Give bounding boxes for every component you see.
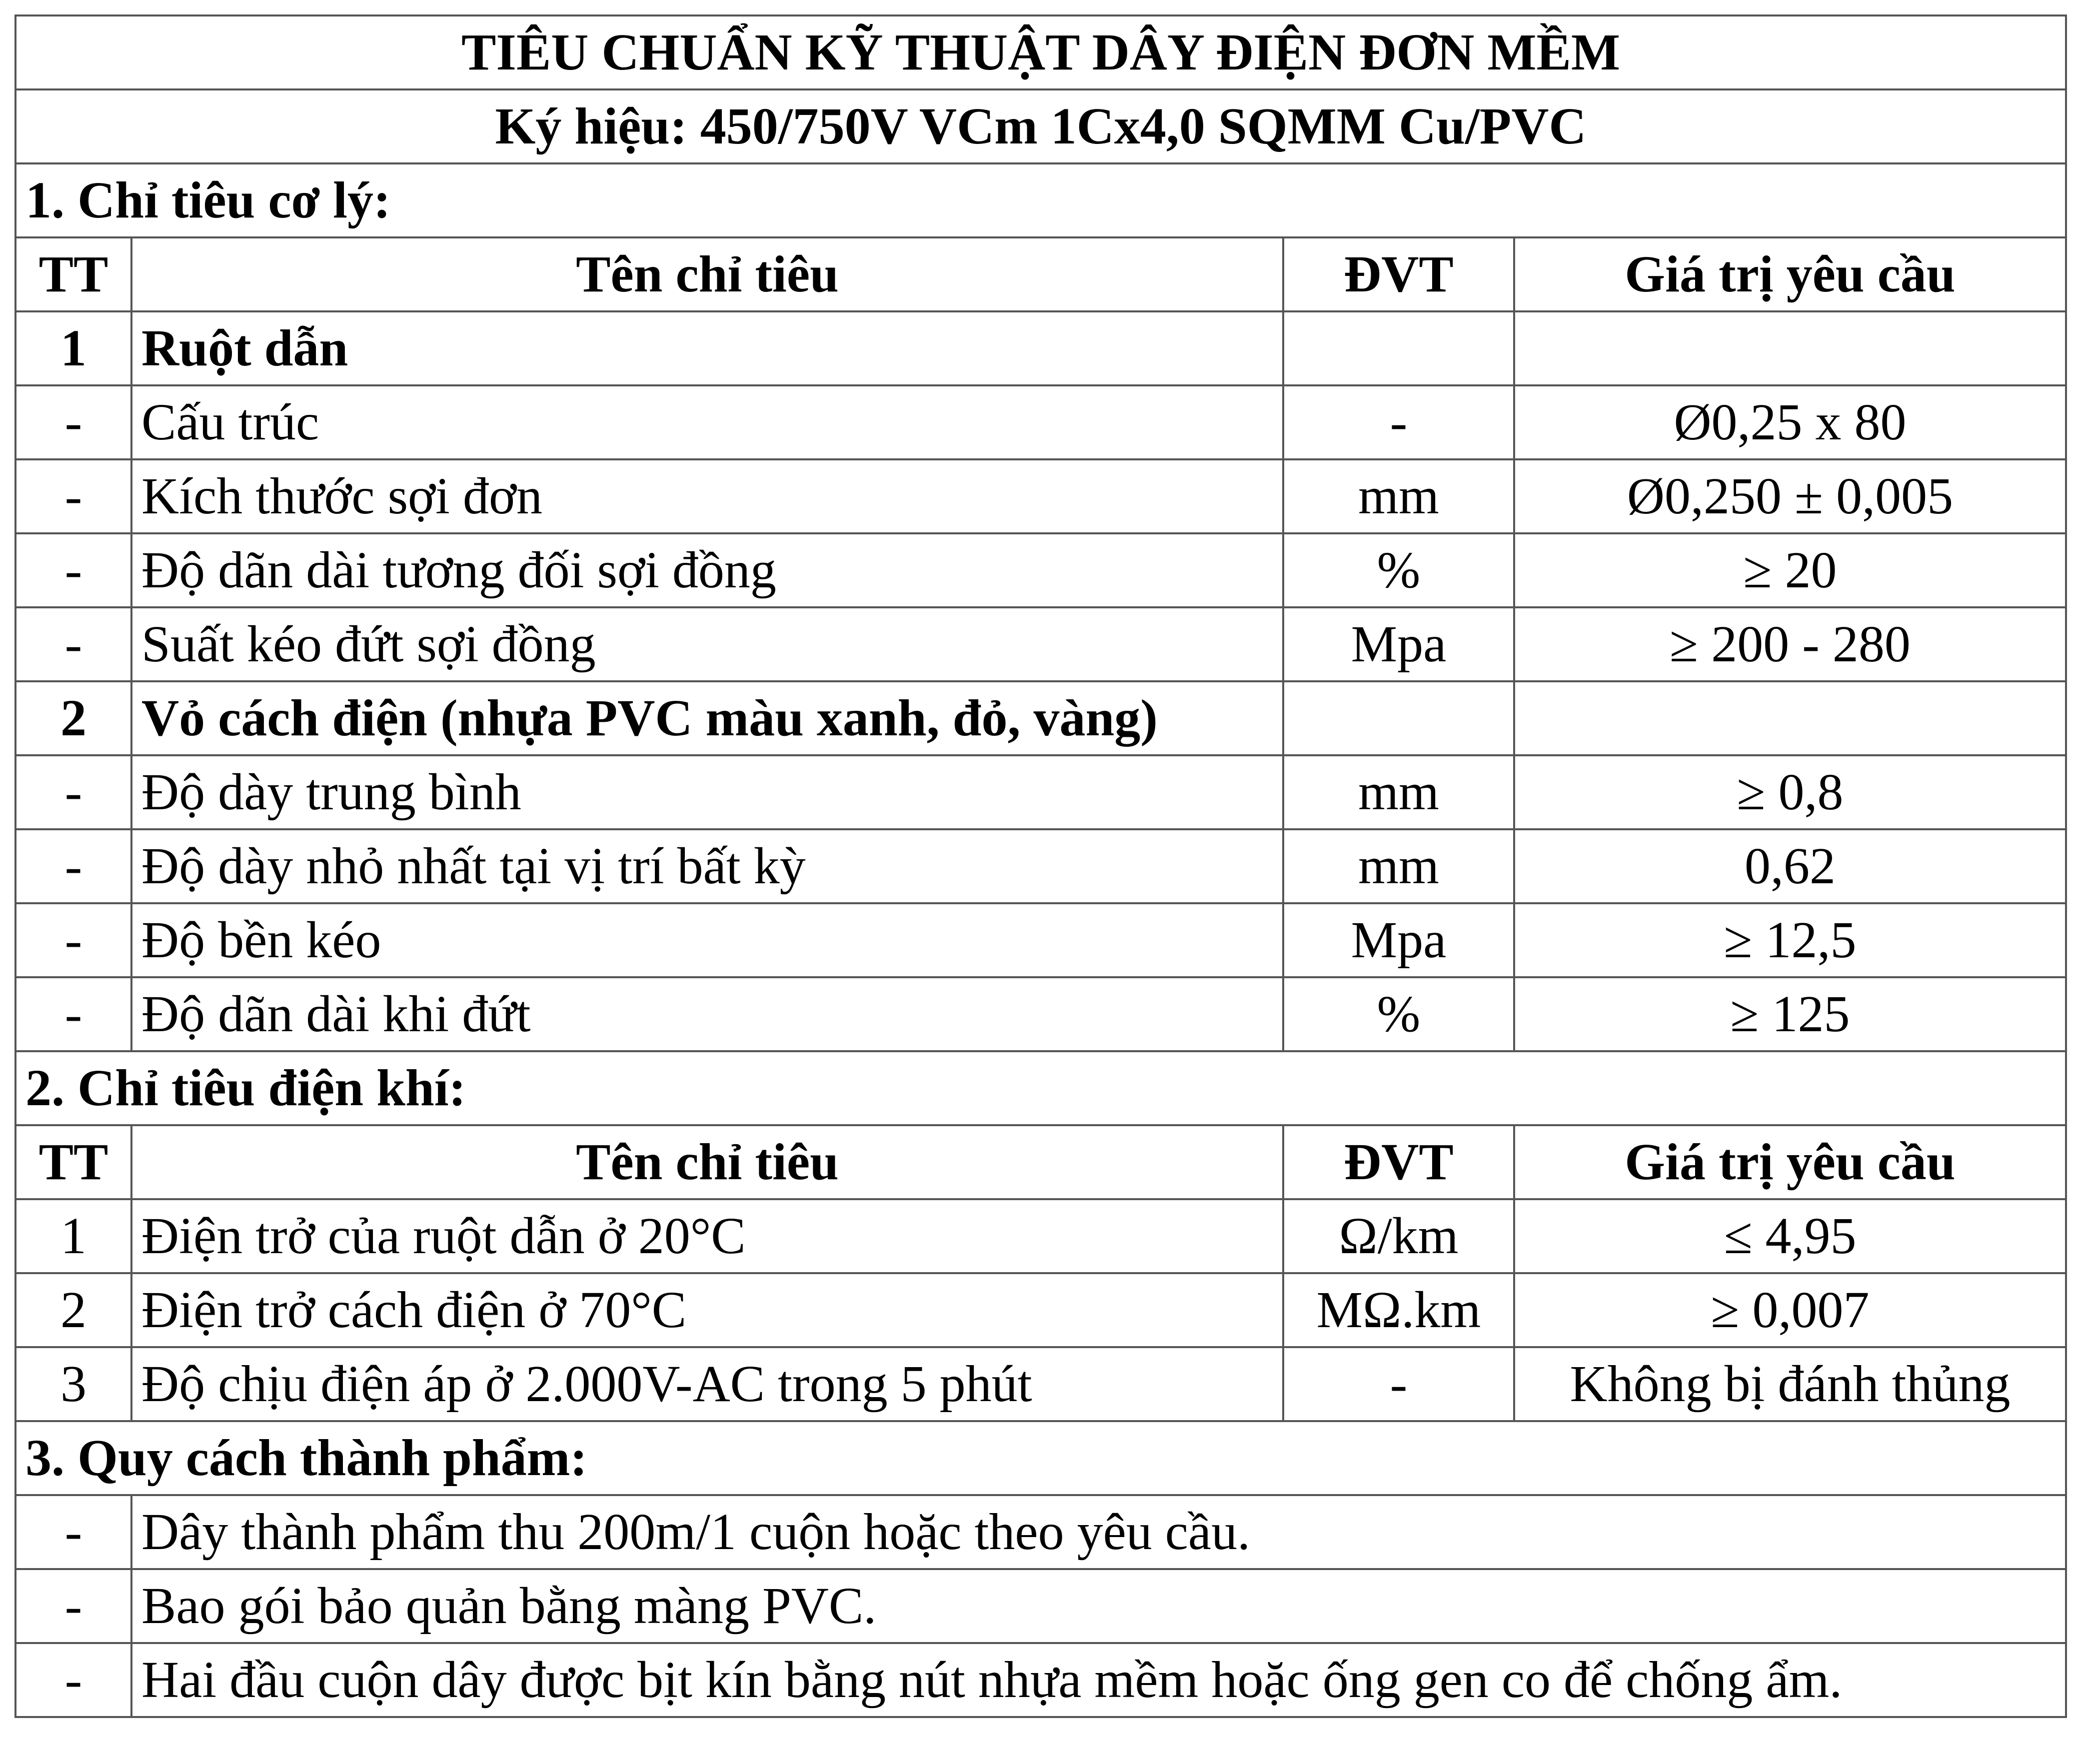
row-tt: - xyxy=(15,1495,131,1569)
group-title: Vỏ cách điện (nhựa PVC màu xanh, đỏ, vàng) xyxy=(131,681,1283,755)
table-row xyxy=(15,1495,2066,1569)
row-value: ≥ 0,8 xyxy=(1514,755,2066,829)
group-number: 2 xyxy=(15,681,131,755)
document-title: TIÊU CHUẨN KỸ THUẬT DÂY ĐIỆN ĐƠN MỀM xyxy=(15,15,2066,89)
row-name: Độ dày trung bình xyxy=(131,755,1283,829)
row-tt: - xyxy=(15,1643,131,1717)
table-row xyxy=(15,1273,2066,1347)
row-tt: - xyxy=(15,829,131,903)
table-row xyxy=(15,533,2066,607)
table-row xyxy=(15,755,2066,829)
table-row xyxy=(15,385,2066,459)
row-value: ≤ 4,95 xyxy=(1514,1199,2066,1273)
table-row xyxy=(15,829,2066,903)
table-row xyxy=(15,903,2066,977)
header-name: Tên chỉ tiêu xyxy=(131,1125,1283,1199)
header-value: Giá trị yêu cầu xyxy=(1514,1125,2066,1199)
row-tt: - xyxy=(15,977,131,1051)
row-value: Ø0,250 ± 0,005 xyxy=(1514,459,2066,533)
section-heading-row xyxy=(15,163,2066,237)
table-row xyxy=(15,1569,2066,1643)
row-tt: - xyxy=(15,903,131,977)
row-tt: - xyxy=(15,533,131,607)
section-heading-row xyxy=(15,1051,2066,1125)
table-row xyxy=(15,1643,2066,1717)
section-2-title: 2. Chỉ tiêu điện khí: xyxy=(15,1051,2066,1125)
group-number: 1 xyxy=(15,311,131,385)
column-header-row xyxy=(15,1125,2066,1199)
group-row xyxy=(15,681,2066,755)
row-tt: - xyxy=(15,385,131,459)
header-value: Giá trị yêu cầu xyxy=(1514,237,2066,311)
empty-cell xyxy=(1283,681,1514,755)
table-row xyxy=(15,459,2066,533)
empty-cell xyxy=(1514,681,2066,755)
group-row xyxy=(15,311,2066,385)
row-tt: 2 xyxy=(15,1273,131,1347)
row-name: Độ dãn dài tương đối sợi đồng xyxy=(131,533,1283,607)
row-name: Độ dãn dài khi đứt xyxy=(131,977,1283,1051)
row-value: ≥ 12,5 xyxy=(1514,903,2066,977)
row-tt: 1 xyxy=(15,1199,131,1273)
row-tt: - xyxy=(15,607,131,681)
row-value: Ø0,25 x 80 xyxy=(1514,385,2066,459)
row-name: Suất kéo đứt sợi đồng xyxy=(131,607,1283,681)
row-name: Độ bền kéo xyxy=(131,903,1283,977)
header-unit: ĐVT xyxy=(1283,237,1514,311)
product-symbol: Ký hiệu: 450/750V VCm 1Cx4,0 SQMM Cu/PVC xyxy=(15,89,2066,163)
section-heading-row xyxy=(15,1421,2066,1495)
row-tt: 3 xyxy=(15,1347,131,1421)
group-title: Ruột dẫn xyxy=(131,311,1283,385)
header-tt: TT xyxy=(15,1125,131,1199)
header-name: Tên chỉ tiêu xyxy=(131,237,1283,311)
row-name: Điện trở cách điện ở 70°C xyxy=(131,1273,1283,1347)
row-value: ≥ 0,007 xyxy=(1514,1273,2066,1347)
row-tt: - xyxy=(15,459,131,533)
row-tt: - xyxy=(15,755,131,829)
row-tt: - xyxy=(15,1569,131,1643)
row-name: Độ chịu điện áp ở 2.000V-AC trong 5 phút xyxy=(131,1347,1283,1421)
row-unit: Ω/km xyxy=(1283,1199,1514,1273)
row-name: Độ dày nhỏ nhất tại vị trí bất kỳ xyxy=(131,829,1283,903)
table-row xyxy=(15,1347,2066,1421)
row-unit: Mpa xyxy=(1283,903,1514,977)
row-unit: % xyxy=(1283,977,1514,1051)
table-row xyxy=(15,977,2066,1051)
header-tt: TT xyxy=(15,237,131,311)
row-text: Dây thành phẩm thu 200m/1 cuộn hoặc theo yêu cầu. xyxy=(131,1495,2066,1569)
row-text: Bao gói bảo quản bằng màng PVC. xyxy=(131,1569,2066,1643)
row-unit: % xyxy=(1283,533,1514,607)
spec-table xyxy=(14,14,2067,1718)
row-value: Không bị đánh thủng xyxy=(1514,1347,2066,1421)
symbol-row xyxy=(15,89,2066,163)
empty-cell xyxy=(1514,311,2066,385)
table-row xyxy=(15,607,2066,681)
row-name: Cấu trúc xyxy=(131,385,1283,459)
row-unit: MΩ.km xyxy=(1283,1273,1514,1347)
row-unit: - xyxy=(1283,385,1514,459)
row-unit: mm xyxy=(1283,829,1514,903)
row-value: ≥ 200 - 280 xyxy=(1514,607,2066,681)
header-unit: ĐVT xyxy=(1283,1125,1514,1199)
row-unit: mm xyxy=(1283,459,1514,533)
row-name: Kích thước sợi đơn xyxy=(131,459,1283,533)
row-name: Điện trở của ruột dẫn ở 20°C xyxy=(131,1199,1283,1273)
column-header-row xyxy=(15,237,2066,311)
empty-cell xyxy=(1283,311,1514,385)
title-row xyxy=(15,15,2066,89)
section-3-title: 3. Quy cách thành phẩm: xyxy=(15,1421,2066,1495)
row-unit: mm xyxy=(1283,755,1514,829)
row-unit: - xyxy=(1283,1347,1514,1421)
row-unit: Mpa xyxy=(1283,607,1514,681)
table-row xyxy=(15,1199,2066,1273)
row-value: 0,62 xyxy=(1514,829,2066,903)
row-value: ≥ 20 xyxy=(1514,533,2066,607)
row-value: ≥ 125 xyxy=(1514,977,2066,1051)
row-text: Hai đầu cuộn dây được bịt kín bằng nút nhựa mềm hoặc ống gen co để chống ẩm. xyxy=(131,1643,2066,1717)
section-1-title: 1. Chỉ tiêu cơ lý: xyxy=(15,163,2066,237)
